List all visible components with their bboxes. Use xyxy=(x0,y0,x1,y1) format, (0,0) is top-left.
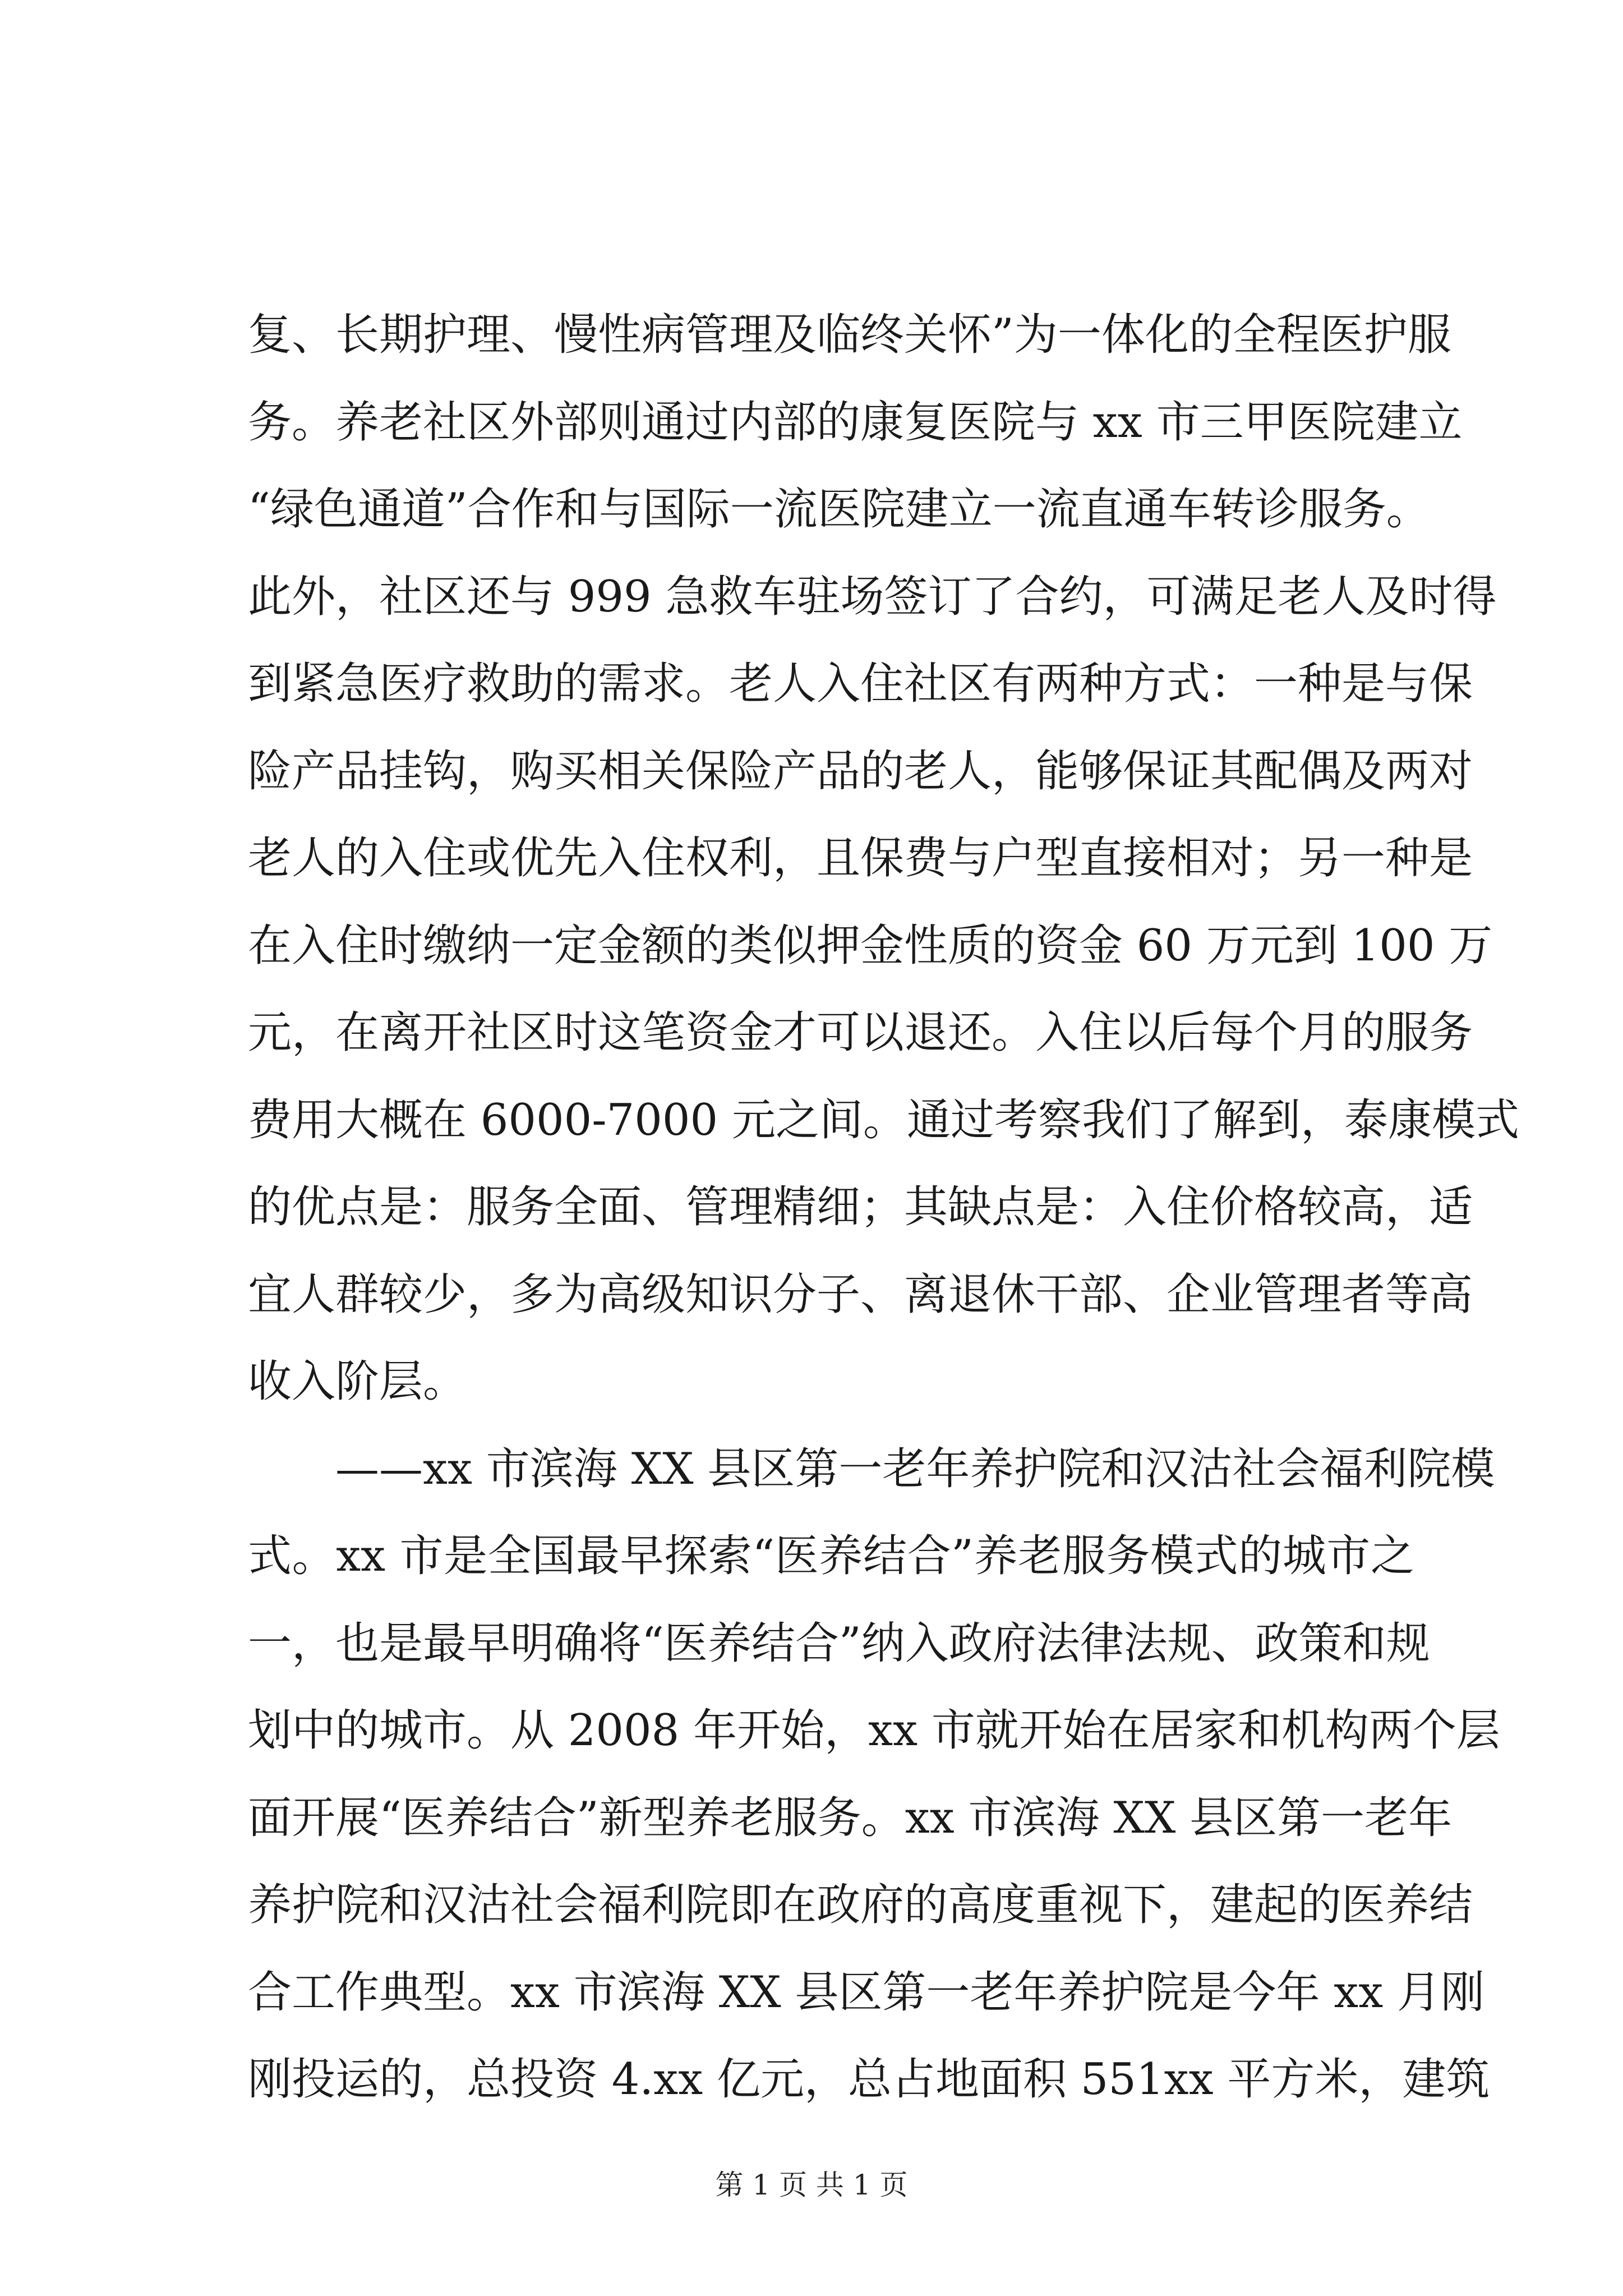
text-line: 划中的城市。从 2008 年开始，xx 市就开始在居家和机构两个层 xyxy=(248,1705,1500,1756)
text-line: 养护院和汉沽社会福利院即在政府的高度重视下，建起的医养结 xyxy=(248,1880,1473,1930)
text-line: 一，也是最早明确将“医养结合”纳入政府法律法规、政策和规 xyxy=(248,1618,1430,1669)
text-line: 费用大概在 6000-7000 元之间。通过考察我们了解到，泰康模式 xyxy=(248,1094,1519,1145)
text-line: “绿色通道”合作和与国际一流医院建立一流直通车转诊服务。 xyxy=(248,484,1430,535)
text-line: ——xx 市滨海 XX 县区第一老年养护院和汉沽社会福利院模 xyxy=(248,1443,1495,1494)
text-line: 元，在离开社区时这笔资金才可以退还。入住以后每个月的服务 xyxy=(248,1007,1473,1058)
text-line: 老人的入住或优先入住权利，且保费与户型直接相对；另一种是 xyxy=(248,833,1473,884)
text-line: 面开展“医养结合”新型养老服务。xx 市滨海 XX 县区第一老年 xyxy=(248,1792,1453,1843)
text-line: 收入阶层。 xyxy=(248,1356,467,1407)
text-line: 险产品挂钩，购买相关保险产品的老人，能够保证其配偶及两对 xyxy=(248,746,1473,797)
text-line: 式。xx 市是全国最早探索“医养结合”养老服务模式的城市之 xyxy=(248,1531,1414,1581)
text-line: 务。养老社区外部则通过内部的康复医院与 xx 市三甲医院建立 xyxy=(248,397,1463,448)
text-line: 合工作典型。xx 市滨海 XX 县区第一老年养护院是今年 xx 月刚 xyxy=(248,1967,1484,2018)
page-footer: 第 1 页 共 1 页 xyxy=(715,2169,908,2201)
text-line: 此外，社区还与 999 急救车驻场签订了合约，可满足老人及时得 xyxy=(248,571,1497,622)
text-line: 的优点是：服务全面、管理精细；其缺点是：入住价格较高，适 xyxy=(248,1182,1473,1232)
text-line: 刚投运的，总投资 4.xx 亿元，总占地面积 551xx 平方米，建筑 xyxy=(248,2054,1490,2105)
text-line: 在入住时缴纳一定金额的类似押金性质的资金 60 万元到 100 万 xyxy=(248,920,1493,971)
text-line: 到紧急医疗救助的需求。老人入住社区有两种方式：一种是与保 xyxy=(248,659,1473,709)
text-line: 复、长期护理、慢性病管理及临终关怀”为一体化的全程医护服 xyxy=(248,310,1451,360)
text-line: 宜人群较少，多为高级知识分子、离退休干部、企业管理者等高 xyxy=(248,1269,1473,1320)
body-text xyxy=(248,292,1519,2124)
